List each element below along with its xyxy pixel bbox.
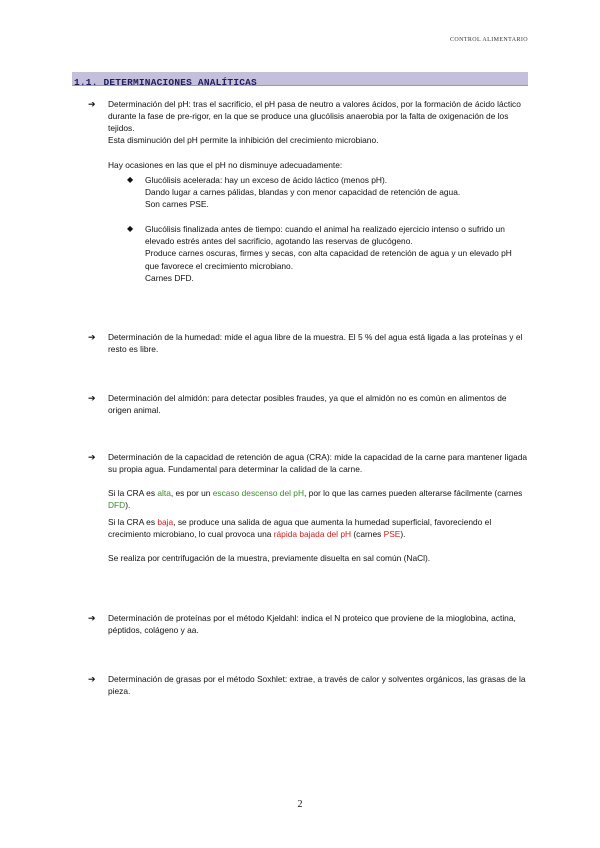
almidon-paragraph: Determinación del almidón: para detectar posibles fraudes, ya que el almidón no es común en alimentos de origen animal. — [108, 393, 507, 416]
sub1-line1: Glucólisis acelerada: hay un exceso de ácido láctico (menos pH). — [145, 175, 388, 185]
arrow-bullet-icon: ➔ — [88, 99, 96, 109]
cra-alta-text: , es por un — [170, 488, 213, 498]
cra-alta-highlight: escaso descenso del pH — [212, 488, 305, 498]
cra-baja-highlight: baja — [157, 517, 174, 527]
section-title: 1.1. DETERMINACIONES ANALÍTICAS — [74, 77, 257, 88]
arrow-bullet-icon: ➔ — [88, 393, 96, 403]
running-header: CONTROL ALIMENTARIO — [449, 37, 528, 43]
arrow-bullet-icon: ➔ — [88, 332, 96, 342]
diamond-bullet-icon: ◆ — [127, 175, 134, 184]
cra-baja-highlight: rápida bajada del pH — [273, 529, 352, 540]
ph-paragraph-3: Hay ocasiones en las que el pH no disminuye adecuadamente: — [108, 160, 343, 170]
cra-baja-text: Si la CRA es — [108, 517, 158, 527]
cra-baja-paragraph — [108, 516, 528, 540]
cra-baja-text: (carnes — [351, 529, 384, 540]
arrow-bullet-icon: ➔ — [88, 452, 96, 462]
sub1-line2: Dando lugar a carnes pálidas, blandas y con menor capacidad de retención de agua. — [145, 187, 461, 198]
glucolisis-finalizada — [145, 223, 528, 284]
sub2-line1: Glucólisis finalizada antes de tiempo: cuando el animal ha realizado ejercicio intenso o sufrido un elevado estrés antes del sacrificio, agotando las reservas de glucógeno. — [145, 224, 505, 247]
sub2-line2: Produce carnes oscuras, firmes y secas, con alta capacidad de retención de agua y un elevado pH que favorece el crecimiento microbiano. — [145, 248, 512, 271]
cra-baja-text: ). — [400, 529, 406, 540]
cra-alta-highlight: alta — [157, 488, 171, 498]
diamond-bullet-icon: ◆ — [127, 224, 134, 233]
cra-note: Se realiza por centrifugación de la muestra, previamente disuelta en sal común (NaCl). — [108, 553, 431, 563]
cra-baja-text: , se produce una salida de agua que aumenta la humedad superficial, favoreciendo el crecimiento microbiano, lo cual provoca una — [108, 517, 492, 540]
cra-alta-text: ). — [125, 500, 131, 511]
cra-alta-highlight: DFD — [108, 500, 126, 511]
humedad-paragraph: Determinación de la humedad: mide el agua libre de la muestra. El 5 % del agua está ligada a las proteínas y el resto es libre. — [108, 332, 523, 355]
proteinas-paragraph: Determinación de proteínas por el método Kjeldahl: indica el N proteico que proviene de la mioglobina, actina, péptidos, colágeno y aa. — [108, 613, 516, 636]
arrow-bullet-icon: ➔ — [88, 613, 96, 623]
cra-alta-paragraph — [108, 487, 528, 511]
section-heading — [72, 72, 528, 86]
cra-alta-text: , por lo que las carnes pueden alterarse fácilmente (carnes — [304, 488, 523, 498]
cra-paragraph: Determinación de la capacidad de retención de agua (CRA): mide la capacidad de la carne para mantener ligada su propia agua. Fundamental para determinar la calidad de la carne. — [108, 452, 528, 475]
sub2-line3: Carnes DFD. — [145, 272, 194, 283]
glucolisis-acelerada — [145, 174, 528, 211]
ph-paragraph-2: Esta disminución del pH permite la inhibición del crecimiento microbiano. — [108, 135, 379, 145]
ph-paragraph: Determinación del pH: tras el sacrificio, el pH pasa de neutro a valores ácidos, por la formación de ácido láctico durante la fase de pre-rigor, en la que se produce una glucólisis anaerobia por la falta de oxigenación de los tejidos. — [108, 99, 521, 134]
arrow-bullet-icon: ➔ — [88, 674, 96, 684]
cra-alta-text: Si la CRA es — [108, 488, 158, 498]
page-number: 2 — [297, 799, 303, 810]
cra-baja-highlight: PSE — [383, 529, 401, 540]
grasas-paragraph: Determinación de grasas por el método Soxhlet: extrae, a través de calor y solventes orgánicos, las grasas de la pieza. — [108, 674, 526, 697]
sub1-line3: Son carnes PSE. — [145, 199, 209, 210]
